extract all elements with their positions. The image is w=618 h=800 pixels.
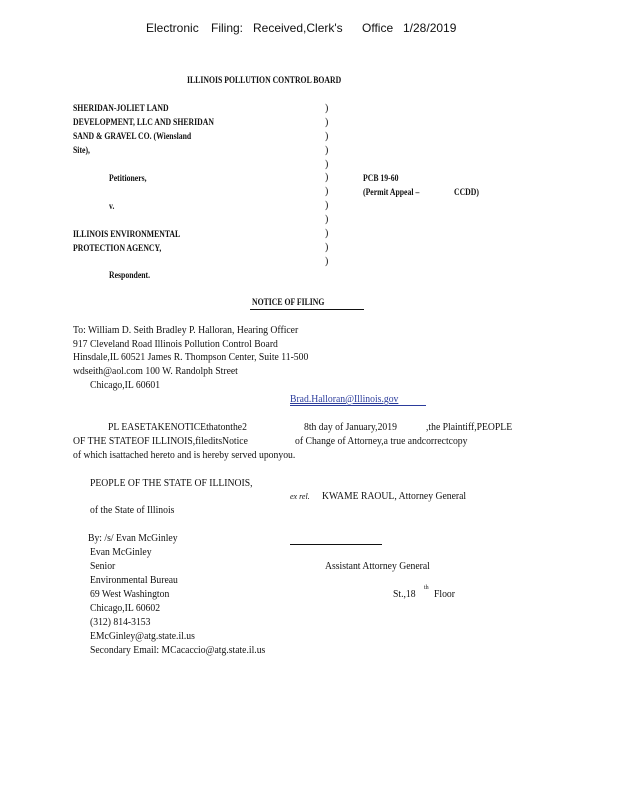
sig-suite: St.,18 — [393, 588, 416, 600]
paren: ) — [325, 255, 329, 267]
attorney-general: KWAME RAOUL, Attorney General — [322, 490, 467, 502]
petitioners-label: Petitioners, — [109, 173, 147, 183]
service-line: To: William D. Seith Bradley P. Halloran, Hearing Officer — [73, 324, 299, 336]
sig-phone: (312) 814-3153 — [90, 616, 151, 628]
paren: ) — [325, 228, 329, 240]
notice-title: NOTICE OF FILING — [252, 297, 325, 307]
case-type: (Permit Appeal – — [363, 187, 420, 197]
petitioner-line: SAND & GRAVEL CO. (Wiensland — [73, 131, 192, 141]
notice-text: PL EASETAKENOTICEthatonthe2 — [108, 421, 247, 433]
petitioner-line: Site), — [73, 145, 90, 155]
notice-text: of which isattached hereto and is hereby served uponyou. — [73, 449, 296, 461]
sig-senior: Senior — [90, 560, 116, 572]
notice-text: OF THE STATEOF ILLINOIS,fileditsNotice — [73, 435, 248, 447]
case-number: PCB 19-60 — [363, 173, 399, 183]
signature-line — [290, 544, 382, 545]
people-line: PEOPLE OF THE STATE OF ILLINOIS, — [90, 477, 253, 489]
paren: ) — [325, 186, 329, 198]
sig-suite-ordinal: th — [424, 585, 429, 591]
email-underline — [290, 405, 426, 406]
notice-text: of Change of Attorney,a true andcorrectcopy — [295, 435, 468, 447]
service-line: 917 Cleveland Road Illinois Pollution Control Board — [73, 338, 278, 350]
sig-title: Assistant Attorney General — [325, 560, 430, 572]
stamp-office: Office — [362, 21, 394, 35]
respondent-label: Respondent. — [109, 270, 151, 280]
petitioner-line: SHERIDAN-JOLIET LAND — [73, 103, 169, 113]
state-of-illinois: of the State of Illinois — [90, 504, 175, 516]
sig-by: By: /s/ Evan McGinley — [88, 532, 178, 544]
paren: ) — [325, 214, 329, 226]
board-title: ILLINOIS POLLUTION CONTROL BOARD — [187, 75, 342, 85]
notice-text: ,the Plaintiff,PEOPLE — [426, 421, 513, 433]
service-line: Chicago,IL 60601 — [90, 379, 161, 391]
sig-name: Evan McGinley — [90, 546, 152, 558]
paren: ) — [325, 241, 329, 253]
paren: ) — [325, 158, 329, 170]
notice-title-underline — [250, 309, 364, 310]
stamp-received: Received,Clerk's — [253, 21, 343, 35]
versus: v. — [109, 201, 115, 211]
halloran-email-link[interactable]: Brad.Halloran@Illinois.gov — [290, 393, 399, 405]
respondent-line: PROTECTION AGENCY, — [73, 243, 162, 253]
sig-floor: Floor — [434, 588, 455, 600]
paren: ) — [325, 172, 329, 184]
paren: ) — [325, 200, 329, 212]
service-line: Hinsdale,IL 60521 James R. Thompson Center, Suite 11-500 — [73, 351, 309, 363]
sig-email[interactable]: EMcGinley@atg.state.il.us — [90, 630, 195, 642]
paren: ) — [325, 103, 329, 114]
caption-divider — [325, 102, 328, 269]
sig-bureau: Environmental Bureau — [90, 574, 178, 586]
service-line: wdseith@aol.com 100 W. Randolph Street — [73, 365, 238, 377]
respondent-line: ILLINOIS ENVIRONMENTAL — [73, 229, 181, 239]
sig-street: 69 West Washington — [90, 588, 170, 600]
petitioner-line: DEVELOPMENT, LLC AND SHERIDAN — [73, 117, 214, 127]
stamp-filing: Filing: — [211, 21, 244, 35]
paren: ) — [325, 144, 329, 156]
paren: ) — [325, 130, 329, 142]
notice-text: 8th day of January,2019 — [304, 421, 397, 433]
sig-secondary-email[interactable]: Secondary Email: MCacaccio@atg.state.il.us — [90, 644, 266, 656]
ex-rel: ex rel. — [290, 492, 310, 501]
sig-city: Chicago,IL 60602 — [90, 602, 161, 614]
stamp-electronic: Electronic — [146, 21, 199, 35]
case-type-suffix: CCDD) — [454, 187, 479, 197]
stamp-date: 1/28/2019 — [403, 21, 457, 35]
paren: ) — [325, 116, 329, 128]
